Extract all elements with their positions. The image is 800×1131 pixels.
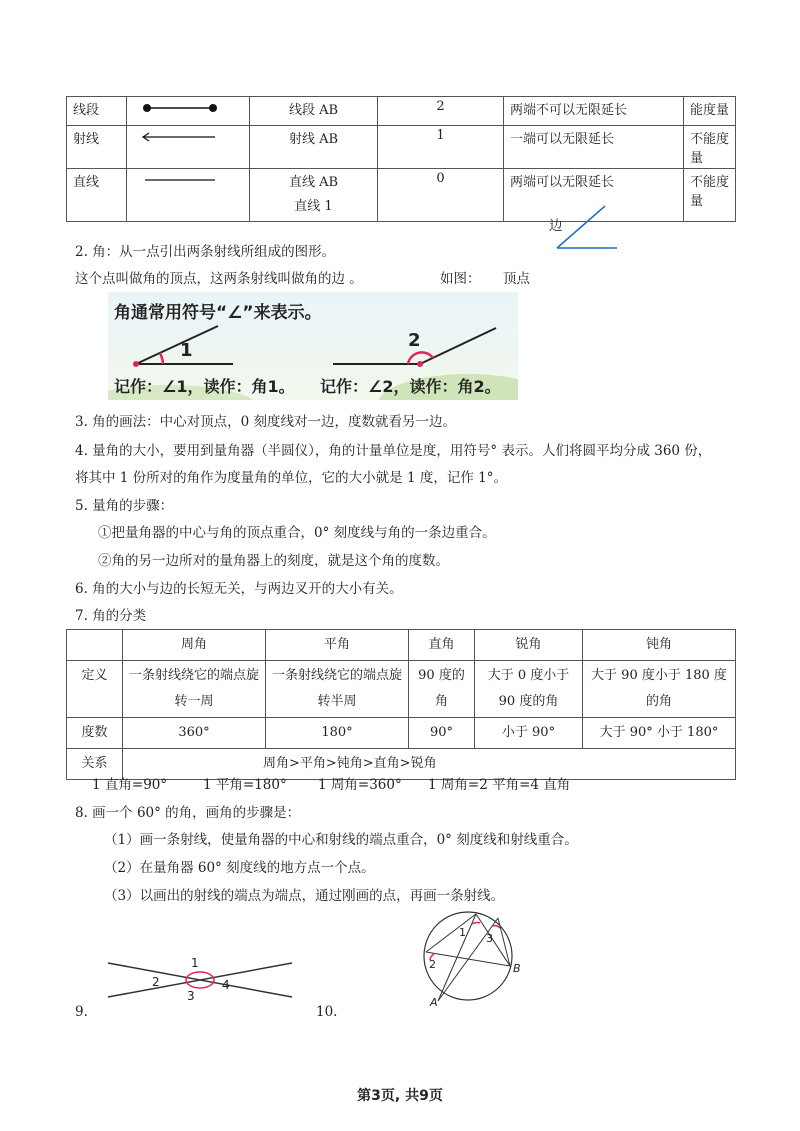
question-10-number: 10.	[316, 1004, 338, 1020]
angle-classification-table	[66, 629, 736, 780]
segment-icon	[127, 97, 250, 126]
draw-step-3: （3）以画出的射线的端点为端点，通过刚画的点，再画一条射线。	[104, 888, 505, 904]
name-label: 射线 AB	[250, 126, 378, 169]
header-cell: 周角	[123, 630, 266, 661]
degree-cell: 360°	[123, 718, 266, 749]
degree-cell: 小于 90°	[475, 718, 583, 749]
conversion-straight-angle: 1 平角=180°	[203, 777, 287, 793]
fig9-label-3: 3	[187, 989, 195, 1003]
definition-cell: 大于 0 度小于 90 度的角	[475, 661, 583, 718]
paragraph-3: 3. 角的画法：中心对顶点，0 刻度线对一边，度数就看另一边。	[75, 414, 457, 430]
name-label-alt: 直线 1	[294, 199, 333, 214]
draw-step-2: （2）在量角器 60° 刻度线的地方点一个点。	[104, 860, 375, 876]
paragraph-4-line2: 将其中 1 份所对的角作为度量角的单位，它的大小就是 1 度，记作 1°。	[75, 470, 507, 486]
angle-definition: 2. 角：从一点引出两条射线所组成的图形。	[75, 244, 336, 260]
figure-label: 如图：	[440, 271, 481, 287]
header-cell: 平角	[266, 630, 409, 661]
extend-text: 一端可以无限延长	[504, 126, 684, 169]
relation-cell: 周角>平角>钝角>直角>锐角	[123, 749, 736, 780]
side-label: 边	[549, 218, 563, 234]
angle-symbol-illustration	[108, 292, 518, 400]
paragraph-5-title: 5. 量角的步骤：	[75, 498, 174, 514]
angle-diagram-icon	[555, 200, 625, 255]
fig9-label-2: 2	[152, 975, 160, 989]
measure-text: 不能度量	[684, 126, 736, 169]
degree-cell: 180°	[266, 718, 409, 749]
table-row	[67, 630, 736, 661]
question-9-number: 9.	[75, 1004, 88, 1020]
paragraph-6: 6. 角的大小与边的长短无关，与两边叉开的大小有关。	[75, 581, 403, 597]
row-label: 定义	[67, 661, 123, 718]
table-row	[67, 126, 736, 169]
vertex-label: 顶点	[503, 271, 530, 287]
table-row	[67, 718, 736, 749]
corner-cell	[67, 630, 123, 661]
paragraph-4-line1: 4. 量角的大小，要用到量角器（半圆仪），角的计量单位是度，用符号° 表示。人们将圆平均分成 360 份，	[75, 443, 712, 459]
fig10-label-1: 1	[459, 926, 466, 939]
header-cell: 直角	[409, 630, 475, 661]
angle-number-2: 2	[408, 330, 421, 351]
type-name: 直线	[67, 169, 127, 222]
table-row	[67, 169, 736, 222]
step-2: ②角的另一边所对的量角器上的刻度，就是这个角的度数。	[98, 553, 449, 569]
paragraph-8-title: 8. 画一个 60° 的角，画角的步骤是：	[75, 805, 301, 821]
name-label: 线段 AB	[250, 97, 378, 126]
angle-vertex-text: 这个点叫做角的顶点，这两条射线叫做角的边 。	[75, 271, 363, 287]
ray-icon	[127, 126, 250, 169]
definition-cell: 一条射线绕它的端点旋转半周	[266, 661, 409, 718]
name-label-cell	[250, 169, 378, 222]
definition-cell: 一条射线绕它的端点旋转一周	[123, 661, 266, 718]
type-name: 线段	[67, 97, 127, 126]
row-label: 关系	[67, 749, 123, 780]
degree-cell: 大于 90° 小于 180°	[583, 718, 736, 749]
header-cell: 钝角	[583, 630, 736, 661]
conversion-full-angle: 1 周角=360°	[318, 777, 402, 793]
fig10-label-2: 2	[429, 958, 436, 971]
step-1: ①把量角器的中心与角的顶点重合，0° 刻度线与角的一条边重合。	[98, 525, 496, 541]
line-types-table	[66, 96, 736, 222]
conversion-full-equation: 1 周角=2 平角=4 直角	[428, 777, 571, 793]
header-cell: 锐角	[475, 630, 583, 661]
caption-angle-2: 记作：∠2，读作：角2。	[320, 377, 501, 396]
type-name: 射线	[67, 126, 127, 169]
paragraph-7: 7. 角的分类	[75, 608, 147, 624]
angle-number-1: 1	[180, 340, 193, 361]
table-row	[67, 97, 736, 126]
extend-text: 两端不可以无限延长	[504, 97, 684, 126]
fig10-label-a: A	[430, 996, 438, 1009]
fig9-label-4: 4	[222, 978, 230, 992]
endpoint-count: 2	[378, 97, 504, 126]
fig9-label-1: 1	[191, 956, 199, 970]
endpoint-count: 0	[378, 169, 504, 222]
name-label: 直线 AB	[288, 175, 339, 190]
intersecting-lines-figure	[100, 955, 300, 1005]
draw-step-1: （1）画一条射线，使量角器的中心和射线的端点重合，0° 刻度线和射线重合。	[104, 832, 578, 848]
conversion-right-angle: 1 直角=90°	[92, 777, 168, 793]
line-icon	[127, 169, 250, 222]
caption-angle-1: 记作：∠1，读作：角1。	[114, 377, 295, 396]
row-label: 度数	[67, 718, 123, 749]
definition-cell: 90 度的角	[409, 661, 475, 718]
measure-text: 能度量	[684, 97, 736, 126]
extend-text: 两端可以无限延长	[504, 169, 684, 222]
table-row	[67, 661, 736, 718]
measure-text: 不能度量	[684, 169, 736, 222]
fig10-label-3: 3	[486, 932, 493, 945]
degree-cell: 90°	[409, 718, 475, 749]
page-footer: 第3页, 共9页	[357, 1088, 443, 1104]
endpoint-count: 1	[378, 126, 504, 169]
definition-cell: 大于 90 度小于 180 度的角	[583, 661, 736, 718]
banner-title: 角通常用符号“∠”来表示。	[114, 303, 322, 323]
fig10-label-b: B	[513, 962, 521, 975]
